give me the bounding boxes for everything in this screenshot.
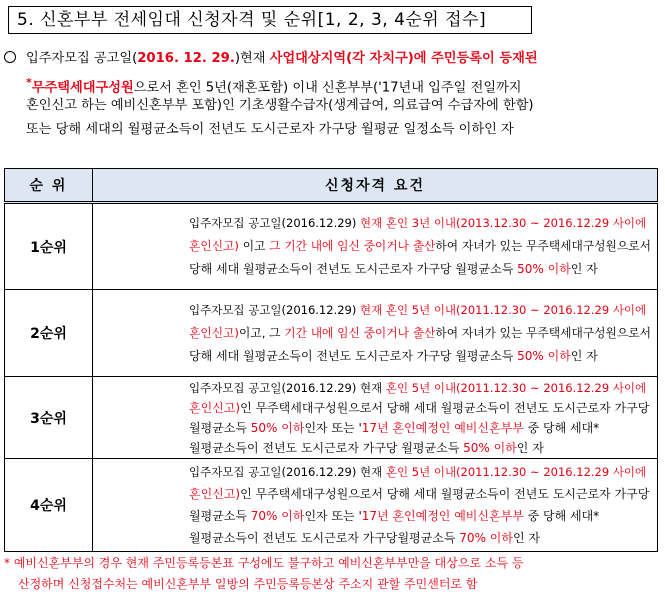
eligibility-table [4,168,657,552]
intro-paragraph [4,47,664,141]
requirement-cell: 입주자모집 공고일(2016.12.29) 현재 혼인 3년 이내(2013.12.30 ~ 2016.12.29 사이에 혼인신고) 이고 그 기간 내에 임신 중이거나 출산하여 자녀가 있는 무주택세대구성원으로서 당해 세대 월평균소득이 전년도 도시근로자 가구당 월평균소득 50% 이하인 자 [93,203,658,290]
intro-highlight-region: 사업대상지역(각 자치구)에 주민등록이 등재된 [269,51,538,66]
circle-bullet-icon [4,51,16,63]
table-row [5,459,658,552]
table-row [5,203,658,290]
section-title: 5. 신혼부부 전세임대 신청자격 및 순위[1, 2, 3, 4순위 접수] [8,6,532,34]
intro-line-4: 또는 당해 세대의 월평균소득이 전년도 도시근로자 가구당 월평균 일정소득 이하인 자 [26,121,514,137]
requirement-cell: 입주자모집 공고일(2016.12.29) 현재 혼인 5년 이내(2011.12.30 ~ 2016.12.29 사이에 혼인신고)인 무주택세대구성원으로서 당해 세대 월평균소득이 전년도 도시근로자 가구당 월평균소득 70% 이하인자 또는 '17년 혼인예정인 예비신혼부부 중 당해 세대* 월평균소득이 전년도 도시근로자 가구당월평균소득 70% 이하인 자 [93,459,658,552]
table-header-row [5,169,658,203]
intro-line-2: *무주택세대구성원으로서 혼인 5년(재혼포함) 이내 신혼부부('17년내 입주일 전일까지 [26,75,522,95]
header-rank: 순 위 [5,169,93,203]
requirement-cell: 입주자모집 공고일(2016.12.29) 현재 혼인 5년 이내(2011.12.30 ~ 2016.12.29 사이에 혼인신고)인 무주택세대구성원으로서 당해 세대 월평균소득이 전년도 도시근로자 가구당 월평균소득 50% 이하인자 또는 '17년 혼인예정인 예비신혼부부 중 당해 세대* 월평균소득이 전년도 도시근로자 가구당 월평균소득 50% 이하인 자 [93,377,658,459]
header-requirements: 신청자격 요건 [93,169,658,203]
rank-cell: 1순위 [5,203,93,290]
intro-highlight-household: 무주택세대구성원 [31,79,134,95]
rank-cell: 2순위 [5,290,93,377]
footnote-line-2: 산정하며 신청접수처는 예비신혼부부 일방의 주민등록등본상 주소지 관할 주민센터로 함 [18,577,478,591]
intro-line-3: 혼인신고 하는 예비신혼부부 포함)인 기초생활수급자(생계급여, 의료급여 수급자에 한함) [26,98,534,113]
table-row [5,290,658,377]
requirement-cell: 입주자모집 공고일(2016.12.29) 현재 혼인 5년 이내(2011.12.30 ~ 2016.12.29 사이에 혼인신고)이고, 그 기간 내에 임신 중이거나 출산하여 자녀가 있는 무주택세대구성원으로서 당해 세대 월평균소득이 전년도 도시근로자 가구당 월평균소득 50% 이하인 자 [93,290,658,377]
intro-line-1: 입주자모집 공고일(2016. 12. 29.)현재 사업대상지역(각 자치구)에 주민등록이 등재된 [4,47,664,71]
footnote-line-1: * 예비신혼부부의 경우 현재 주민등록등본표 구성에도 불구하고 예비신혼부부만을 대상으로 소득 등 [4,556,524,570]
rank-cell: 4순위 [5,459,93,552]
table-row [5,377,658,459]
rank-cell: 3순위 [5,377,93,459]
footnote [4,553,664,595]
notice-date: 2016. 12. 29. [137,51,235,66]
